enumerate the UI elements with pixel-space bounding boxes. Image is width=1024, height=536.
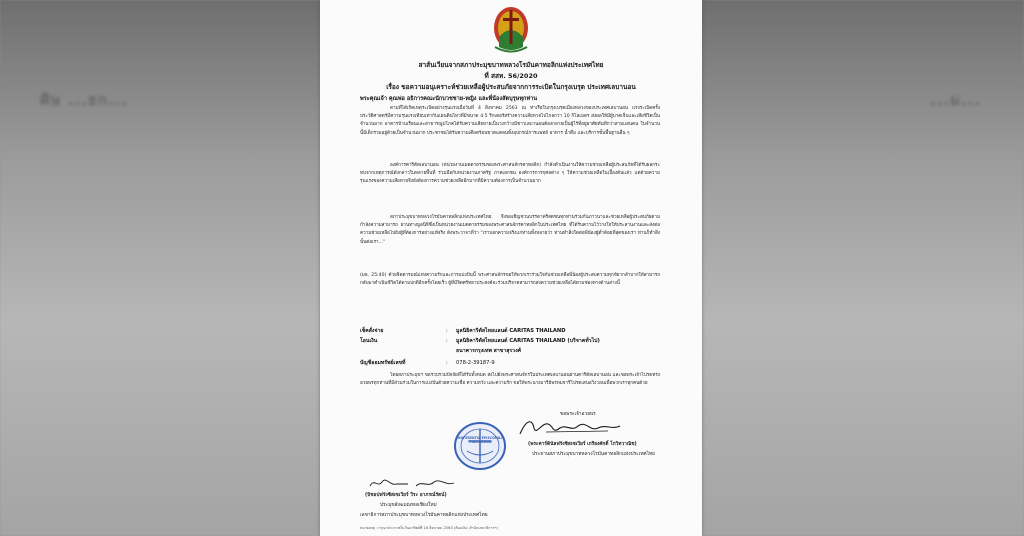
paragraph-5: โดยสภาประมุขฯ ขอรวบรวมปัจจัยที่ได้รับทั้งหมด ส่งไปยังพระศาสนจักรในประเทศเลบานอนผ่านคาริตัสเลบานอน และขอพระเจ้าโปรดทรงอวยพรทุกท่านที่มีส่วนร่วมในการแบ่งปันด้วยความเชื่อ ความหวัง และความรัก ขอให้พระนางมารีย์พรหมจารีโปรดเสนอวิงวอนเพื่อพวกเราทุกคนด้วย <box>360 373 660 387</box>
cardinal-signature <box>516 414 626 440</box>
bishop-role: เลขาธิการสภาประมุขบาทหลวงโรมันคาทอลิกแห่งประเทศไทย <box>360 513 488 518</box>
bank-row-cheque: เช็คสั่งจ่าย : มูลนิธิคาริตัสไทยแลนด์ CARITAS THAILAND <box>360 328 566 334</box>
seal-text: CONFERENTIA EPISCOPALIS THAILANDIAE <box>455 436 505 444</box>
account-number: 078-2-39187-9 <box>456 360 495 366</box>
paragraph-3: สภาประมุขบาทหลวงโรมันคาทอลิกแห่งประเทศไทย จึงขอเชิญชวนบรรดาคริสตชนทุกท่านร่วมกันภาวนาและช่วยเหลือผู้ประสบภัยตามกำลังความสามารถ ผ่านทางมูลนิธิซึ่งเป็นหน่วยงานเมตตาธรรมของพระศาสนจักรคาทอลิกในประเทศไทย ที่ได้รับความไว้วางใจให้ประสานงานและส่งต่อความช่วยเหลือไปยังผู้ที่ต้องการอย่างแท้จริง ดังพระวาจาที่ว่า "เราบอกความจริงแก่ท่านทั้งหลายว่า ท่านทำสิ่งใดต่อพี่น้องผู้ต่ำต้อยที่สุดของเรา ท่านก็ทำสิ่งนั้นต่อเรา..." <box>360 215 660 245</box>
blurred-background-left <box>0 0 320 536</box>
bank-row-transfer: โอนเงิน : มูลนิธิคาริตัสไทยแลนด์ CARITAS THAILAND (บริจาคทั่วไป) <box>360 338 600 344</box>
paragraph-2: องค์การคาริตัสเลบานอน (หน่วยงานเมตตาธรรมของพระศาสนจักรคาทอลิก) กำลังดำเนินงานให้ความช่วยเหลือผู้ประสบภัยที่ได้รับผลกระทบจากเหตุการณ์ดังกล่าวในหลายพื้นที่ ร่วมมือกับหน่วยงานภาครัฐ ภาคเอกชน องค์การการกุศลต่าง ๆ ให้ความช่วยเหลือในเบื้องต้นแล้ว แต่ด้วยความรุนแรงของความเสียหายจึงยังต้องการความช่วยเหลืออีกมากที่มีความต้องการเป็นจำนวนมาก <box>360 163 660 185</box>
cardinal-title: ประธานสภาประมุขบาทหลวงโรมันคาทอลิกแห่งประเทศไทย <box>532 452 655 457</box>
closing: ขอพระเจ้าอวยพร <box>560 412 596 417</box>
cardinal-name: (พระคาร์ดินัลฟรังซิสเซเวียร์ เกรียงศักดิ์ โกวิทวาณิช) <box>528 442 637 447</box>
footer-note: หมายเหตุ : กรุณาประกาศในวันอาทิตย์ที่ 16 สิงหาคม 2563 (ต้นฉบับ: สำนักเลขาธิการฯ) <box>360 526 498 530</box>
letter-subject: เรื่อง ขอความอนุเคราะห์ช่วยเหลือผู้ประสบภัยจากการระเบิดในกรุงเบรุต ประเทศเลบานอน <box>386 83 636 91</box>
blurred-background-right <box>702 0 1024 536</box>
bank-row-bank <box>360 347 521 355</box>
letter-number: ที่ สสท. 56/2020 <box>484 72 538 80</box>
cheque-label: เช็คสั่งจ่าย <box>360 328 384 334</box>
letter-page <box>320 0 702 536</box>
conference-seal-icon <box>453 421 507 471</box>
bishop-title: ประมุขสังฆมณฑลเชียงใหม่ <box>380 503 437 508</box>
blurred-background-text-right: ...ม... <box>930 91 982 109</box>
blurred-background-text-left: ศิษ ...ธก... <box>40 91 129 109</box>
bishop-signature <box>368 474 458 492</box>
transfer-value: มูลนิธิคาริตัสไทยแลนด์ CARITAS THAILAND (บริจาคทั่วไป) <box>456 338 600 344</box>
paragraph-4: (มธ. 25:40) ด้วยจิตตารมณ์แห่งความรักและการแบ่งปันนี้ พระศาสนจักรขอให้พวกเราร่วมใจกันช่วยเหลือพี่น้องผู้ประสบความทุกข์ยากลำบากให้สามารถกลับมาดำเนินชีวิตได้ตามปกติอีกครั้งโดยเร็ว ผู้ที่มีจิตศรัทธาประสงค์จะร่วมบริจาคสามารถส่งความช่วยเหลือได้ตามช่องทางด้านล่างนี้ <box>360 273 660 287</box>
org-line: สาส์นเวียนจากสภาประมุขบาทหลวงโรมันคาทอลิกแห่งประเทศไทย <box>418 61 604 69</box>
church-emblem-icon <box>491 3 531 56</box>
greeting: พระคุณเจ้า คุณพ่อ อธิการคณะนักบวชชาย-หญิง และพี่น้องสัตบุรุษทุกท่าน <box>360 96 538 102</box>
bank-row-account: บัญชีออมทรัพย์เลขที่ : 078-2-39187-9 <box>360 360 495 366</box>
cheque-value: มูลนิธิคาริตัสไทยแลนด์ CARITAS THAILAND <box>456 328 566 334</box>
bank-name: ธนาคารกรุงเทพ สาขาสุรวงศ์ <box>456 348 521 354</box>
transfer-label: โอนเงิน <box>360 338 378 344</box>
account-label: บัญชีออมทรัพย์เลขที่ <box>360 360 406 366</box>
bishop-name: (บิชอปฟรังซิสเซเวียร์ วีระ อาภรณ์รัตน์) <box>365 493 447 498</box>
paragraph-1: ตามที่ได้เกิดเหตุระเบิดอย่างรุนแรงเมื่อวันที่ 4 สิงหาคม 2563 ณ ท่าเรือในกรุงเบรุตเมืองหลวงของประเทศเลบานอน แรงระเบิดครั้งประวัติศาสตร์มีความรุนแรงเทียบเท่ากับแผ่นดินไหวที่มีขนาด 4.5 ริกเตอร์สร้างความเสียหายไปไกลกว่า 10 กิโลเมตร ส่งผลให้มีผู้บาดเจ็บและเสียชีวิตเป็นจำนวนมาก อาคารบ้านเรือนและสาธารณูปโภคได้รับความเสียหายเป็นวงกว้างมีชาวเลบานอนต้องกลายเป็นผู้ไร้ที่อยู่อาศัยทันทีกว่าสามแสนคน ในจำนวนนี้มีเด็กรวมอยู่ด้วยเป็นจำนวนมาก ประชาชนได้รับความเดือดร้อนขาดแคลนทั้งอุปกรณ์การแพทย์ อาหาร น้ำดื่ม และบริการขั้นพื้นฐานอื่น ๆ <box>360 106 660 136</box>
